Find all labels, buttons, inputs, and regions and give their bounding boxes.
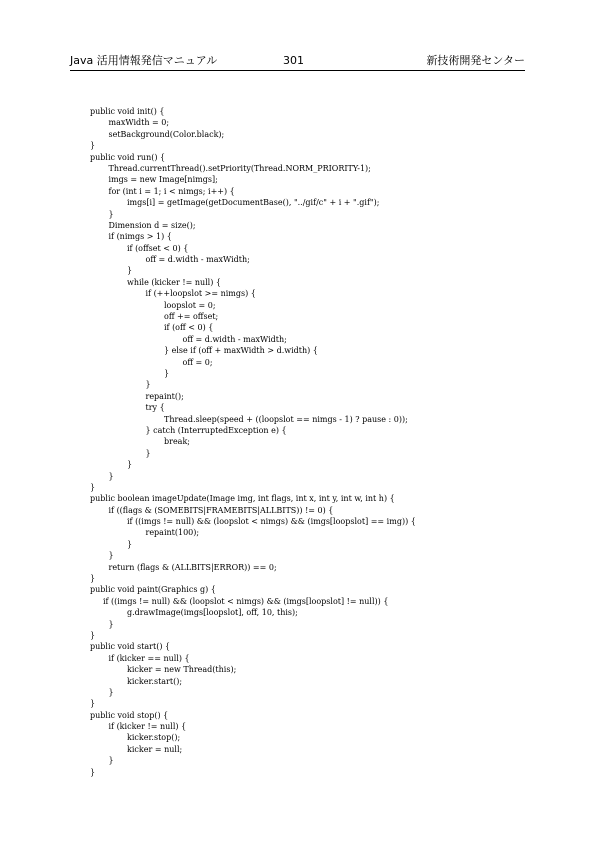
code-line: } (145, 448, 151, 458)
code-line: break; (164, 437, 190, 447)
code-line: } (90, 699, 96, 709)
code-line: } (108, 551, 114, 561)
code-line: imgs[i] = getImage(getDocumentBase(), "../gif/c" + i + ".gif"); (127, 198, 380, 208)
code-listing (90, 106, 510, 778)
code-line: public void run() { (90, 152, 166, 162)
code-line: return (flags & (ALLBITS|ERROR)) == 0; (108, 562, 277, 572)
code-line: repaint(); (145, 391, 184, 401)
code-line: while (kicker != null) { (127, 277, 221, 287)
code-line: kicker.start(); (127, 676, 183, 686)
code-line: } (145, 380, 151, 390)
code-line: } (108, 619, 114, 629)
page-number: 301 (283, 54, 304, 67)
code-line: } (108, 209, 114, 219)
code-line: try { (145, 403, 165, 413)
code-line: loopslot = 0; (164, 300, 216, 310)
code-line: public void init() { (90, 107, 165, 116)
page-header (70, 52, 525, 70)
code-line: g.drawImage(imgs[loopslot], off, 10, this); (127, 608, 298, 618)
code-line: Thread.currentThread().setPriority(Thread.NORM_PRIORITY-1); (108, 163, 371, 173)
header-title: Java 活用情報発信マニュアル (70, 54, 218, 67)
code-line: if ((imgs != null) && (loopslot < nimgs) && (imgs[loopslot] == img)) { (127, 517, 416, 527)
code-line: kicker.stop(); (127, 733, 181, 743)
code-line: if (offset < 0) { (127, 243, 189, 253)
code-line: } (108, 687, 114, 697)
code-line: maxWidth = 0; (108, 118, 170, 128)
code-line: if (nimgs > 1) { (108, 232, 172, 242)
code-line: if (off < 0) { (164, 323, 214, 333)
code-line: } (127, 266, 133, 276)
code-line: imgs = new Image[nimgs]; (108, 175, 218, 185)
code-line: for (int i = 1; i < nimgs; i++) { (108, 186, 235, 196)
code-line: } (90, 767, 96, 777)
code-line: Dimension d = size(); (108, 220, 196, 230)
code-line: off = d.width - maxWidth; (182, 334, 287, 344)
code-line: if ((flags & (SOMEBITS|FRAMEBITS|ALLBITS)) != 0) { (108, 505, 334, 515)
code-line: off += offset; (164, 312, 219, 322)
code-line: public boolean imageUpdate(Image img, int flags, int x, int y, int w, int h) { (90, 494, 395, 504)
code-line: } (108, 471, 114, 481)
code-line: if ((imgs != null) && (loopslot < nimgs) && (imgs[loopslot] != null)) { (102, 596, 389, 606)
code-line: } (164, 368, 170, 378)
code-line: public void paint(Graphics g) { (90, 585, 216, 595)
code-line: } (90, 630, 96, 640)
code-line: repaint(100); (145, 528, 200, 538)
header-organization: 新技術開発センター (426, 54, 525, 67)
code-line: kicker = new Thread(this); (127, 665, 237, 675)
code-line: Thread.sleep(speed + ((loopslot == nimgs - 1) ? pause : 0)); (164, 414, 408, 424)
code-line: kicker = null; (127, 744, 183, 754)
code-line: if (kicker != null) { (108, 722, 187, 732)
code-line: setBackground(Color.black); (108, 129, 225, 139)
code-line: off = d.width - maxWidth; (145, 255, 250, 265)
code-line: off = 0; (182, 357, 213, 367)
code-line: } catch (InterruptedException e) { (145, 425, 287, 435)
code-line: } (108, 756, 114, 766)
code-line: } (90, 482, 96, 492)
code-line: } else if (off + maxWidth > d.width) { (164, 346, 318, 356)
code-line: } (127, 539, 133, 549)
code-line: public void stop() { (90, 710, 169, 720)
code-line: } (90, 574, 96, 584)
code-line: public void start() { (90, 642, 171, 652)
code-line: if (kicker == null) { (108, 653, 190, 663)
code-line: if (++loopslot >= nimgs) { (145, 289, 256, 299)
header-divider (70, 70, 525, 71)
code-line: } (127, 460, 133, 470)
code-line: } (90, 141, 96, 151)
